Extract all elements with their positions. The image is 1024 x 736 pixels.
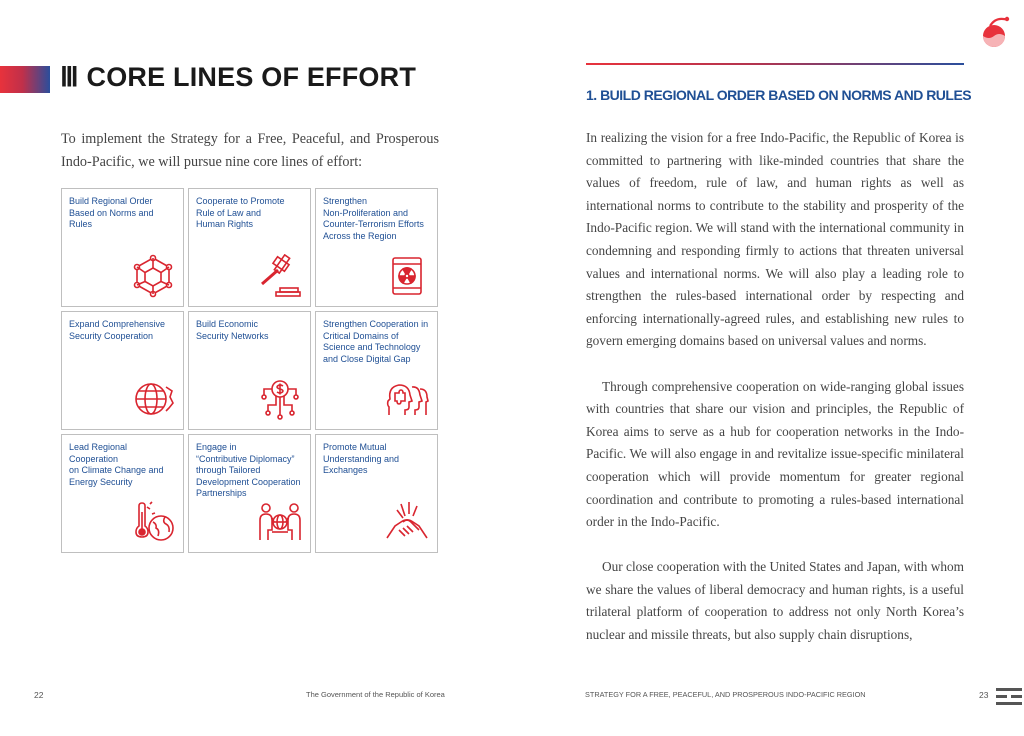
effort-card-science-technology xyxy=(315,311,438,430)
effort-card-rule-of-law xyxy=(188,188,311,307)
page-title: Ⅲ CORE LINES OF EFFORT xyxy=(60,62,417,92)
footer-publisher: The Government of the Republic of Korea xyxy=(306,690,445,699)
effort-card-contributive-diplomacy xyxy=(188,434,311,553)
trigram-icon xyxy=(996,686,1022,708)
heading-divider xyxy=(586,63,964,65)
effort-card-label: Strengthen Cooperation in Critical Domains of Science and Technology and Close Digital Gap xyxy=(323,319,429,364)
network-cube-icon xyxy=(131,254,175,298)
gavel-icon xyxy=(258,254,302,298)
effort-card-label: Build Economic Security Networks xyxy=(196,319,269,341)
body-paragraph: Through comprehensive cooperation on wide-ranging global issues with countries that share our vision and principles, the Republic of Korea aims to serve as a hub for cooperation networks in the Indo-Pacific. We will also engage in and revitalize issue-specific minilateral cooperation which will provide momentum for greater regional coordination and contribute to promoting a rules-based international order in the Indo-Pacific. xyxy=(586,378,964,530)
body-paragraph: Our close cooperation with the United States and Japan, with whom we share the values of liberal democracy and human rights, is a useful trilateral platform of cooperation to address not only North Korea’s nuclear and missile threats, but also supply chain disruptions, xyxy=(586,559,964,643)
effort-card-regional-order xyxy=(61,188,184,307)
section-heading: 1. BUILD REGIONAL ORDER BASED ON NORMS AND RULES xyxy=(586,87,972,103)
title-accent-bar xyxy=(0,66,50,93)
body-text xyxy=(586,127,964,669)
effort-card-label: Expand Comprehensive Security Cooperation xyxy=(69,319,166,341)
body-paragraph: In realizing the vision for a free Indo-Pacific, the Republic of Korea is committed to partnering with like-minded countries that share the values of freedom, rule of law, and human rights as well as international norms to contribute to the stability and prosperity of the Indo-Pacific region. We will stand with the international community in condemning and responding firmly to actions that threaten universal values and international norms. We will also play a leading role to strengthen the rules-based international order by respecting and enforcing internationally-agreed rules, and establishing new rules to govern emerging domains based on universal values and norms. xyxy=(586,130,964,349)
effort-card-mutual-understanding xyxy=(315,434,438,553)
people-globe-icon xyxy=(258,500,302,544)
effort-card-label: Build Regional Order Based on Norms and Rules xyxy=(69,196,154,229)
page-number: 22 xyxy=(34,690,44,700)
globe-gear-icon xyxy=(131,377,175,421)
footer-document-title: STRATEGY FOR A FREE, PEACEFUL, AND PROSPEROUS INDO-PACIFIC REGION xyxy=(585,690,866,699)
effort-card-label: Engage in “Contributive Diplomacy” through Tailored Development Cooperation Partnerships xyxy=(196,442,301,498)
effort-card-label: Lead Regional Cooperation on Climate Change and Energy Security xyxy=(69,442,164,487)
heads-puzzle-icon xyxy=(385,377,429,421)
core-lines-grid xyxy=(61,188,438,553)
page-number: 23 xyxy=(979,690,989,700)
nuclear-barrel-icon xyxy=(385,254,429,298)
effort-card-label: Cooperate to Promote Rule of Law and Human Rights xyxy=(196,196,285,229)
effort-card-label: Strengthen Non-Proliferation and Counter-Terrorism Efforts Across the Region xyxy=(323,196,424,241)
handshake-icon xyxy=(385,500,429,544)
right-page xyxy=(512,0,1024,736)
effort-card-economic-security xyxy=(188,311,311,430)
taegeuk-logo-icon xyxy=(974,14,1014,50)
effort-card-climate-energy xyxy=(61,434,184,553)
thermometer-globe-icon xyxy=(131,500,175,544)
effort-card-non-proliferation xyxy=(315,188,438,307)
effort-card-label: Promote Mutual Understanding and Exchanges xyxy=(323,442,400,475)
circuit-dollar-icon xyxy=(258,377,302,421)
effort-card-security-cooperation xyxy=(61,311,184,430)
intro-paragraph: To implement the Strategy for a Free, Peaceful, and Prosperous Indo-Pacific, we will pursue nine core lines of effort: xyxy=(61,131,439,170)
